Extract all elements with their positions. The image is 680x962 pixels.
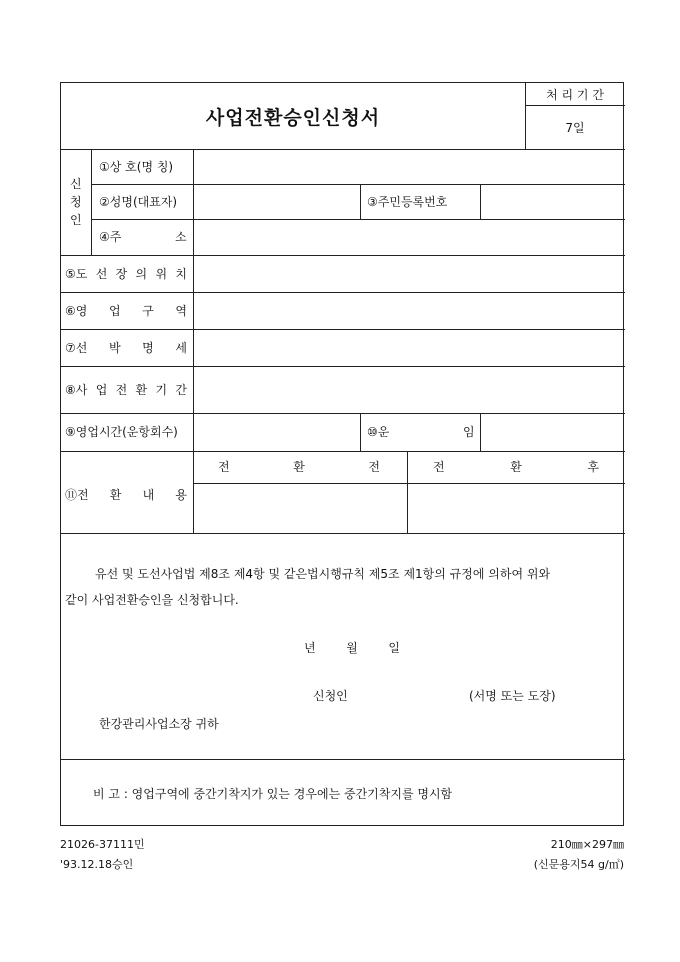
conversion-details-label: ⑪전 환 내 용	[65, 488, 187, 502]
divider	[193, 483, 625, 484]
divider	[61, 366, 625, 367]
divider	[61, 451, 625, 452]
divider	[61, 255, 625, 256]
divider	[61, 533, 625, 534]
resident-number-label: ③주민등록번호	[367, 195, 448, 209]
address-label-end: 소	[175, 230, 187, 244]
divider	[360, 184, 361, 219]
applicant-label-char: 청	[70, 195, 82, 209]
paper-size: 210㎜×297㎜	[550, 838, 624, 851]
representative-name-label: ②성명(대표자)	[99, 195, 178, 209]
paper-spec: (신문용지54 g/㎡)	[533, 858, 624, 871]
divider	[91, 149, 92, 255]
divider	[91, 219, 625, 220]
applicant-label-char: 인	[70, 213, 82, 227]
addressee: 한강관리사업소장 귀하	[99, 717, 219, 731]
divider	[525, 105, 625, 106]
processing-period-label: 처 리 기 간	[546, 88, 604, 102]
divider	[360, 413, 361, 451]
trade-name-label: ①상 호(명 칭)	[99, 160, 174, 174]
remark: 비 고 : 영업구역에 중간기착지가 있는 경우에는 중간기착지를 명시함	[93, 787, 453, 801]
statement-line-1: 유선 및 도선사업법 제8조 제4항 및 같은법시행규칙 제5조 제1항의 규정에 의하여 위와	[95, 567, 551, 581]
address-label-start: ④주	[99, 230, 122, 244]
divider	[61, 759, 625, 760]
divider	[61, 329, 625, 330]
divider	[480, 413, 481, 451]
form-title: 사업전환승인신청서	[205, 107, 381, 129]
processing-period-value: 7일	[565, 121, 585, 135]
before-conversion-header: 전 환 전	[218, 460, 380, 474]
divider	[61, 149, 625, 150]
divider	[61, 413, 625, 414]
fare-label-end: 임	[463, 425, 475, 439]
conversion-period-label: ⑧사 업 전 환 기 간	[65, 383, 187, 397]
divider	[407, 451, 408, 533]
form-number: 21026-37111민	[60, 838, 145, 851]
application-form	[60, 82, 624, 826]
applicant-label-char: 신	[70, 177, 82, 191]
statement-line-2: 같이 사업전환승인을 신청합니다.	[65, 593, 239, 607]
business-hours-label: ⑨영업시간(운항회수)	[65, 425, 178, 439]
signature-note: (서명 또는 도장)	[469, 689, 556, 703]
application-date: 년 월 일	[304, 641, 400, 655]
vessel-details-label: ⑦선 박 명 세	[65, 341, 187, 355]
ferry-location-label: ⑤도 선 장 의 위 치	[65, 267, 187, 281]
approval-date: '93.12.18승인	[60, 858, 134, 871]
divider	[193, 149, 194, 533]
applicant-sign-label: 신청인	[313, 689, 348, 703]
divider	[91, 184, 625, 185]
after-conversion-header: 전 환 후	[433, 460, 599, 474]
fare-label-start: ⑩운	[367, 425, 390, 439]
divider	[480, 184, 481, 219]
divider	[61, 292, 625, 293]
business-area-label: ⑥영 업 구 역	[65, 304, 187, 318]
